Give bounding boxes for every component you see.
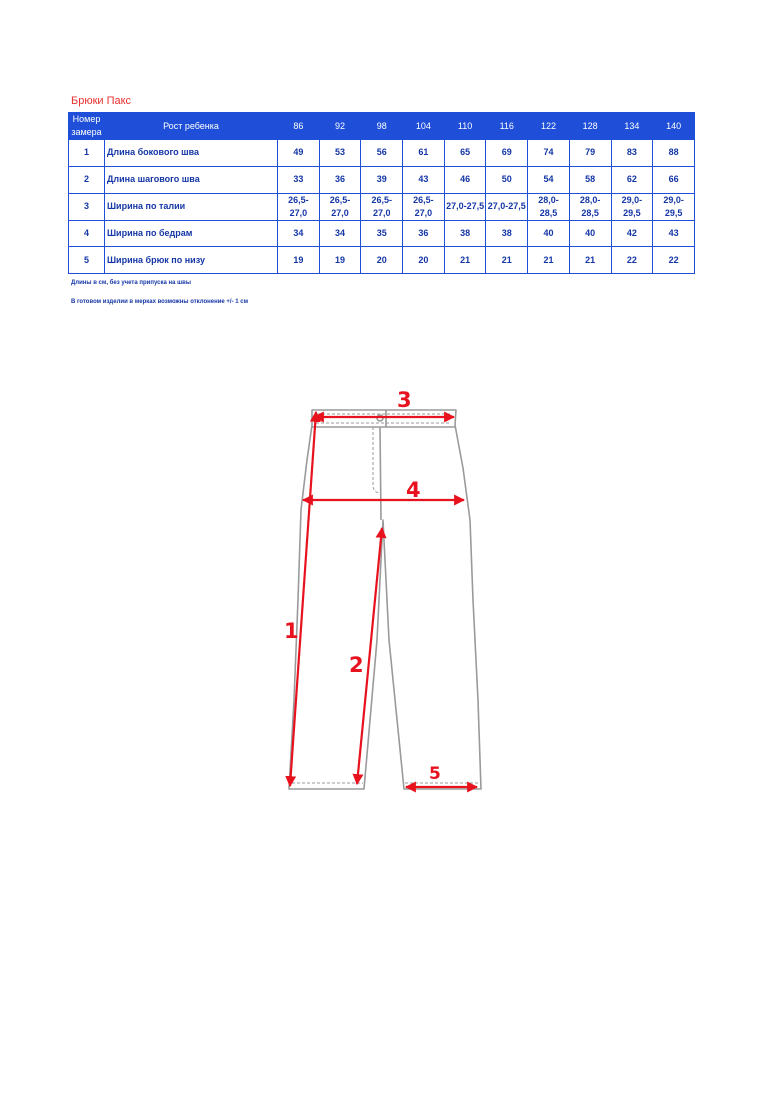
header-size: 128 <box>569 113 611 140</box>
size-value: 19 <box>319 247 361 274</box>
size-value: 43 <box>653 220 695 247</box>
label-measure-5: 5 <box>429 764 441 784</box>
size-value: 33 <box>278 166 320 193</box>
header-size: 140 <box>653 113 695 140</box>
header-child-height: Рост ребенка <box>105 113 278 140</box>
size-value: 50 <box>486 166 528 193</box>
measure-number: 4 <box>69 220 105 247</box>
size-value: 49 <box>278 140 320 167</box>
size-value: 21 <box>569 247 611 274</box>
size-value: 20 <box>361 247 403 274</box>
measure-number: 2 <box>69 166 105 193</box>
measure-number: 3 <box>69 193 105 220</box>
header-size: 110 <box>444 113 486 140</box>
size-value: 20 <box>403 247 445 274</box>
measure-name: Ширина брюк по низу <box>105 247 278 274</box>
size-value: 66 <box>653 166 695 193</box>
size-value: 38 <box>444 220 486 247</box>
size-value: 42 <box>611 220 653 247</box>
header-size: 92 <box>319 113 361 140</box>
header-size: 116 <box>486 113 528 140</box>
size-value: 79 <box>569 140 611 167</box>
size-value: 21 <box>486 247 528 274</box>
size-value: 27,0-27,5 <box>486 193 528 220</box>
note-tolerance: В готовом изделии в мерках возможны отклонение +/- 1 см <box>71 299 249 305</box>
size-value: 39 <box>361 166 403 193</box>
size-value: 36 <box>403 220 445 247</box>
measure-name: Ширина по бедрам <box>105 220 278 247</box>
size-value: 40 <box>528 220 570 247</box>
size-value: 28,0- 28,5 <box>569 193 611 220</box>
label-measure-1: 1 <box>284 619 299 643</box>
size-value: 36 <box>319 166 361 193</box>
header-size: 134 <box>611 113 653 140</box>
label-measure-4: 4 <box>406 478 421 502</box>
size-value: 29,0- 29,5 <box>611 193 653 220</box>
label-measure-2: 2 <box>349 653 364 677</box>
measure-number: 1 <box>69 140 105 167</box>
size-value: 62 <box>611 166 653 193</box>
header-size: 122 <box>528 113 570 140</box>
measure-name: Длина шагового шва <box>105 166 278 193</box>
note-units: Длины в см, без учета припуска на швы <box>71 280 191 286</box>
size-value: 43 <box>403 166 445 193</box>
size-value: 34 <box>319 220 361 247</box>
size-value: 21 <box>444 247 486 274</box>
header-measure-number: Номер замера <box>69 113 105 140</box>
size-value: 88 <box>653 140 695 167</box>
size-value: 83 <box>611 140 653 167</box>
size-value: 19 <box>278 247 320 274</box>
size-value: 28,0- 28,5 <box>528 193 570 220</box>
size-value: 26,5- 27,0 <box>403 193 445 220</box>
size-value: 46 <box>444 166 486 193</box>
size-value: 69 <box>486 140 528 167</box>
size-value: 56 <box>361 140 403 167</box>
product-title: Брюки Пакс <box>71 95 132 107</box>
size-value: 22 <box>611 247 653 274</box>
size-value: 61 <box>403 140 445 167</box>
size-value: 34 <box>278 220 320 247</box>
size-value: 21 <box>528 247 570 274</box>
size-value: 26,5- 27,0 <box>319 193 361 220</box>
size-value: 27,0-27,5 <box>444 193 486 220</box>
size-value: 26,5- 27,0 <box>361 193 403 220</box>
measure-name: Длина бокового шва <box>105 140 278 167</box>
size-value: 58 <box>569 166 611 193</box>
size-value: 38 <box>486 220 528 247</box>
measure-name: Ширина по талии <box>105 193 278 220</box>
size-value: 29,0- 29,5 <box>653 193 695 220</box>
header-size: 98 <box>361 113 403 140</box>
size-value: 54 <box>528 166 570 193</box>
size-value: 22 <box>653 247 695 274</box>
size-value: 26,5- 27,0 <box>278 193 320 220</box>
size-value: 53 <box>319 140 361 167</box>
size-value: 74 <box>528 140 570 167</box>
header-size: 104 <box>403 113 445 140</box>
size-value: 65 <box>444 140 486 167</box>
size-value: 40 <box>569 220 611 247</box>
size-value: 35 <box>361 220 403 247</box>
measure-number: 5 <box>69 247 105 274</box>
header-size: 86 <box>278 113 320 140</box>
pants-outline <box>289 410 481 789</box>
label-measure-3: 3 <box>397 388 412 412</box>
